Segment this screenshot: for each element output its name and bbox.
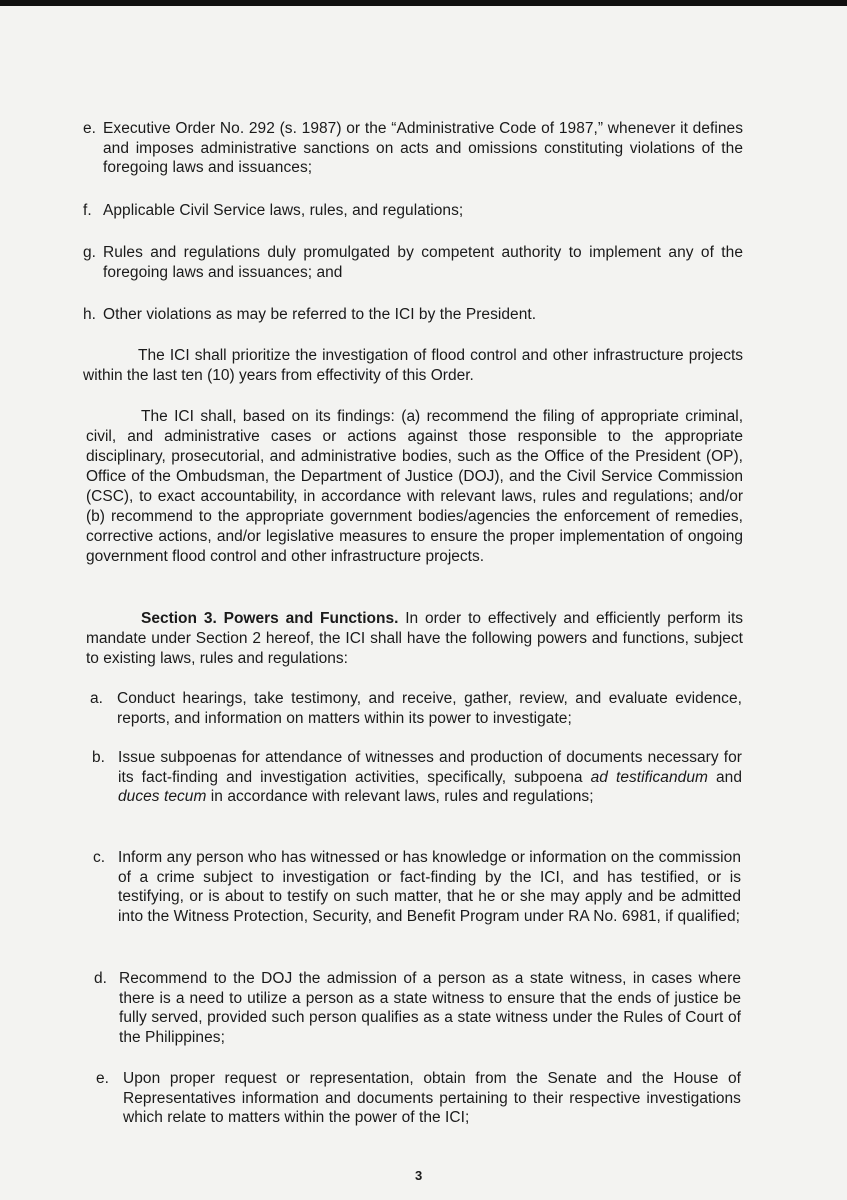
list-item-text-part: in accordance with relevant laws, rules and regulations; [210,788,594,805]
list-item-e [83,119,743,178]
section-3-heading: Section 3. Powers and Functions. [141,610,399,627]
list-marker: b. [92,749,106,766]
list-item-text: Applicable Civil Service laws, rules, and regulations; [103,202,464,219]
list-item-text [118,748,742,807]
list-item-text: Upon proper request or representation, obtain from the Senate and the House of Representatives information and documents pertaining to their respective investigations which relate to matters within the power of the ICI; [123,1070,741,1126]
list-marker: g. [83,244,97,261]
list-marker: c. [93,849,106,866]
list-item-text-part: Issue subpoenas for attendance of witnesses and production of documents necessary for its fact-finding and investigation activities, specifically, subpoena [118,749,742,786]
section-3-intro: In order to effectively and efficiently perform its mandate under Section 2 hereof, the ICI shall have the following powers and functions, subject to existing laws, rules and regulations: [86,610,744,667]
list-item-text: Conduct hearings, take testimony, and receive, gather, review, and evaluate evidence, reports, and information on matters within its power to investigate; [117,690,742,727]
list-item-text: Rules and regulations duly promulgated by competent authority to implement any of the foregoing laws and issuances; and [103,244,743,281]
list-item-text-part: and [715,768,742,786]
list-item-a [90,689,742,728]
list-marker: e. [96,1070,110,1087]
latin-term: duces tecum [118,788,207,805]
paragraph-findings: The ICI shall, based on its findings: (a) recommend the filing of appropriate criminal, civil, and administrative cases or actions against those responsible to the appropriate disciplinary, prosecutorial, and administrative bodies, such as the Office of the President (OP), Office of the Ombudsman, the Department of Justice (DOJ), and the Civil Service Commission (CSC), to exact accountability, in accordance with relevant laws, rules and regulations; and/or (b) recommend to the appropriate government bodies/agencies the enforcement of remedies, corrective actions, and/or legislative measures to ensure the proper implementation of ongoing government flood control and other infrastructure projects. [86,408,743,565]
list-item-c [93,848,741,926]
section-3-paragraph [86,609,743,669]
list-item-g [83,243,743,282]
list-item-text: Other violations as may be referred to the ICI by the President. [103,306,537,323]
latin-term: ad testificandum [590,768,708,786]
list-item-h [83,305,743,325]
list-item-b [92,748,742,807]
list-item-text: Executive Order No. 292 (s. 1987) or the “Administrative Code of 1987,” whenever it defines and imposes administrative sanctions on acts and omissions constituting violations of the foregoing laws and issuances; [103,120,743,176]
list-marker: d. [94,970,108,987]
list-marker: f. [83,202,92,219]
paragraph-prioritize: The ICI shall prioritize the investigation of flood control and other infrastructure projects within the last ten (10) years from effectivity of this Order. [83,347,743,384]
list-item-e2 [96,1069,741,1128]
page-number: 3 [415,1168,423,1183]
list-item-f [83,201,743,221]
list-item-text: Inform any person who has witnessed or has knowledge or information on the commission of a crime subject to investigation or fact-finding by the ICI, and has testified, or is testifying, or is about to testify on such matter, that he or she may apply and be admitted into the Witness Protection, Security, and Benefit Program under RA No. 6981, if qualified; [118,849,741,925]
list-marker: a. [90,690,104,707]
list-marker: e. [83,120,97,137]
list-marker: h. [83,306,97,323]
list-item-d [94,969,741,1047]
list-item-text: Recommend to the DOJ the admission of a person as a state witness, in cases where there is a need to utilize a person as a state witness to ensure that the ends of justice be fully served, provided such person qualifies as a state witness under the Rules of Court of the Philippines; [119,970,741,1046]
